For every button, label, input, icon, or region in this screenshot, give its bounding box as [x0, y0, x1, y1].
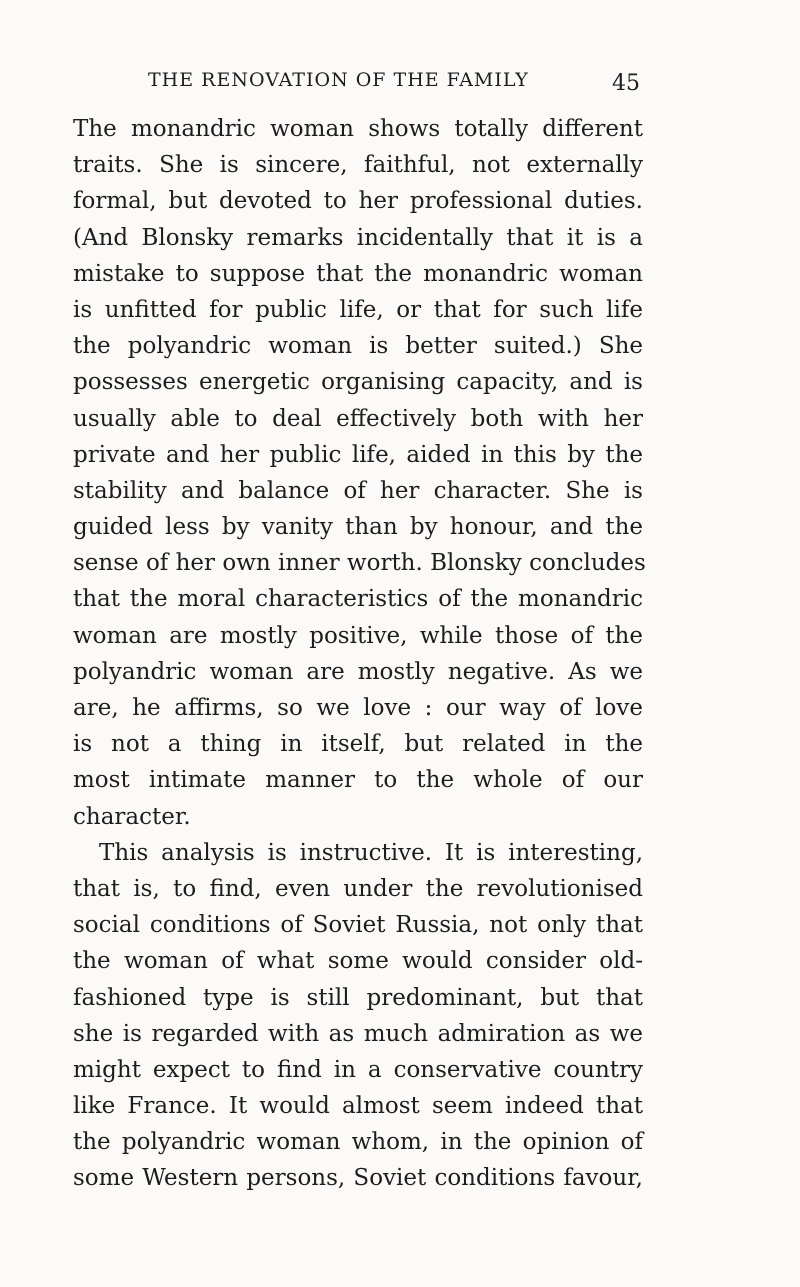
text-line: the polyandric woman whom, in the opinion of: [73, 1129, 643, 1156]
text-line: the polyandric woman is better suited.) She: [73, 333, 643, 360]
text-line: most intimate manner to the whole of our: [73, 767, 643, 794]
text-line: polyandric woman are mostly negative. As we: [73, 658, 643, 685]
text-line: is not a thing in itself, but related in the: [73, 731, 643, 758]
text-line: that the moral characteristics of the monandric: [73, 586, 643, 613]
text-line: formal, but devoted to her professional duties.: [73, 188, 643, 215]
text-line: fashioned type is still predominant, but that: [73, 984, 643, 1011]
paragraph-start-line: This analysis is instructive. It is interesting,: [99, 839, 643, 866]
text-line: usually able to deal effectively both with her: [73, 405, 643, 432]
running-head: THE RENOVATION OF THE FAMILY: [148, 69, 529, 91]
text-line: woman are mostly positive, while those of the: [73, 622, 643, 649]
text-line: guided less by vanity than by honour, and the: [73, 514, 643, 541]
text-line: mistake to suppose that the monandric woman: [73, 260, 643, 287]
text-line: like France. It would almost seem indeed that: [73, 1093, 643, 1120]
text-line: are, he affirms, so we love : our way of love: [73, 695, 643, 721]
text-line: social conditions of Soviet Russia, not only that: [73, 912, 643, 939]
text-line: private and her public life, aided in this by the: [73, 441, 643, 468]
text-line: that is, to find, even under the revolutionised: [73, 875, 643, 902]
text-line: is unfitted for public life, or that for such life: [73, 296, 643, 323]
text-line: she is regarded with as much admiration as we: [73, 1020, 643, 1047]
body-text: [73, 111, 646, 1197]
text-line: (And Blonsky remarks incidentally that it is a: [73, 224, 643, 251]
page-number: 45: [612, 71, 640, 96]
text-line: the woman of what some would consider old-: [73, 948, 643, 975]
text-line: sense of her own inner worth. Blonsky concludes: [73, 550, 646, 577]
text-line: The monandric woman shows totally different: [73, 116, 643, 142]
text-line: character.: [73, 803, 191, 830]
text-line: might expect to find in a conservative country: [73, 1056, 643, 1083]
text-line: traits. She is sincere, faithful, not externally: [73, 152, 643, 179]
text-line: stability and balance of her character. She is: [73, 477, 643, 504]
text-line: some Western persons, Soviet conditions favour,: [73, 1165, 643, 1192]
text-line: possesses energetic organising capacity, and is: [73, 369, 643, 396]
